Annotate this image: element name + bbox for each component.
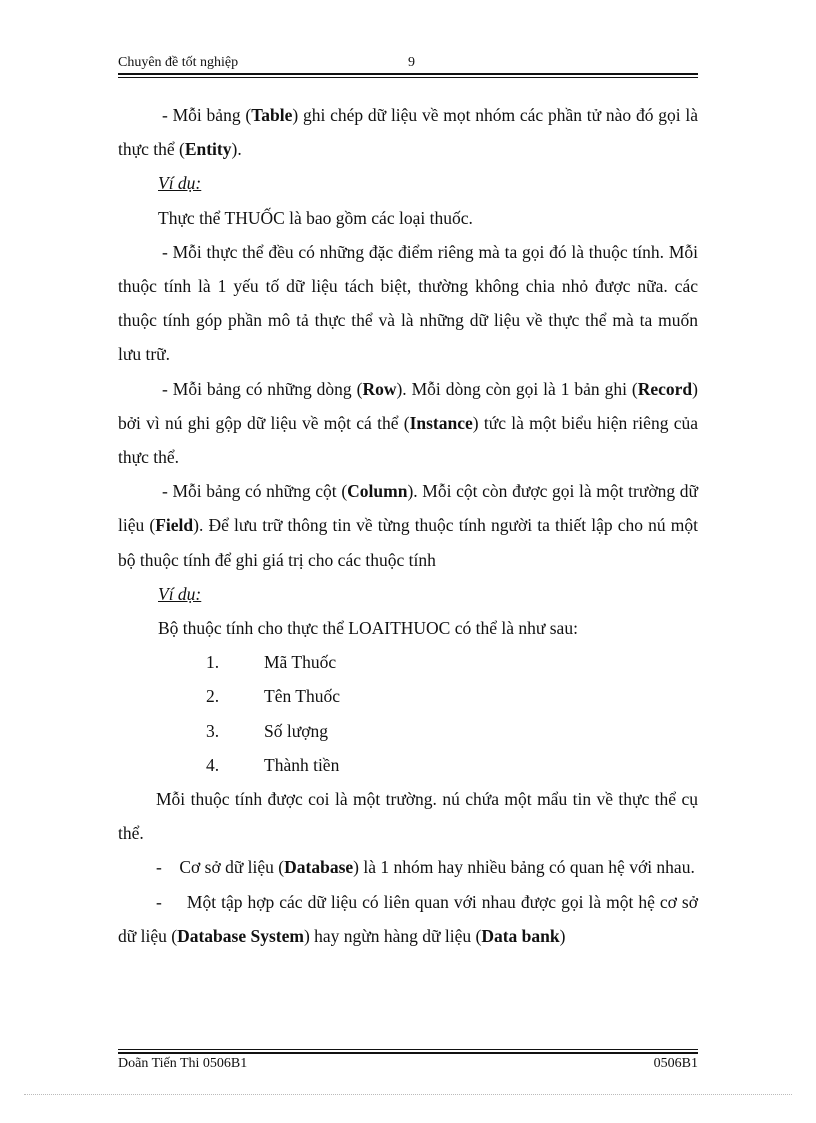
term-row: Row (362, 378, 397, 399)
paragraph-database (118, 850, 698, 884)
footer-rule (118, 1049, 698, 1054)
text: ). (231, 139, 242, 160)
footer-author: Doãn Tiến Thi 0506B1 (118, 1056, 248, 1071)
paragraph-thuoc: Thực thể THUỐC là bao gồm các loại thuốc. (158, 207, 473, 228)
text: - Mỗi bảng có những cột ( (162, 481, 348, 502)
text: ) hay ngừn hàng dữ liệu ( (303, 925, 482, 946)
document-body (118, 98, 698, 953)
term-entity: Entity (184, 139, 232, 160)
text: - Mỗi bảng ( (162, 105, 252, 125)
text: ) ghi chép dữ liệu về mọt nhóm các phần tử nào đó gọi là thực thể ( (118, 105, 698, 160)
term-field: Field (155, 515, 194, 536)
term-instance: Instance (409, 412, 473, 433)
paragraph-field-definition: Mỗi thuộc tính được coi là một trường. nú chứa một mẩu tin về thực thể cụ thể. (118, 789, 698, 844)
paragraph-database-system (118, 885, 698, 953)
example-label: Ví dụ: (158, 583, 202, 604)
list-text: Thành tiền (264, 754, 340, 775)
list-number: 2. (206, 686, 220, 707)
text: ). Mỗi cột còn được gọi là một trường dữ liệu ( (118, 481, 698, 536)
term-table: Table (251, 105, 293, 125)
dash: - (156, 857, 162, 878)
page-number: 9 (408, 55, 415, 70)
text: ) (559, 925, 566, 946)
list-text: Số lượng (264, 720, 328, 741)
list-item (206, 645, 698, 679)
page-header (118, 52, 698, 74)
term-column: Column (347, 481, 408, 502)
paragraph-row (118, 372, 698, 475)
text: Cơ sở dữ liệu ( (179, 857, 285, 878)
dash: - (156, 891, 162, 912)
page-footer (118, 1056, 698, 1072)
paragraph-loaithuoc: Bộ thuộc tính cho thực thể LOAITHUOC có thể là như sau: (158, 618, 578, 639)
text: Một tập hợp các dữ liệu có liên quan với nhau được gọi là một hệ cơ sở dữ liệu ( (118, 891, 698, 946)
term-database: Database (284, 857, 354, 878)
paragraph-attributes: - Mỗi thực thể đều có những đặc điểm riêng mà ta gọi đó là thuộc tính. Mỗi thuộc tính là 1 yếu tố dữ liệu tách biệt, thường không chia nhỏ được nữa. các thuộc tính góp phần mô tả thực thể và là những dữ liệu về thực thể mà ta muốn lưu trữ. (118, 241, 698, 365)
term-record: Record (637, 378, 693, 399)
page-edge-divider (24, 1094, 792, 1095)
text: ). Để lưu trữ thông tin về từng thuộc tính người ta thiết lập cho nú một bộ thuộc tính để ghi giá trị cho các thuộc tính (118, 515, 698, 570)
text: - Mỗi bảng có những dòng ( (162, 378, 363, 399)
list-text: Tên Thuốc (264, 686, 340, 707)
footer-code: 0506B1 (653, 1056, 698, 1071)
list-item (206, 748, 698, 782)
text: ) là 1 nhóm hay nhiều bảng có quan hệ với nhau. (353, 857, 695, 878)
list-text: Mã Thuốc (264, 652, 337, 673)
list-item (206, 679, 698, 713)
term-data-bank: Data bank (481, 925, 560, 946)
list-number: 1. (206, 652, 220, 673)
paragraph-table (118, 98, 698, 166)
text: ). Mỗi dòng còn gọi là 1 bản ghi ( (396, 378, 638, 399)
list-number: 4. (206, 754, 220, 775)
list-item (206, 714, 698, 748)
example-label: Ví dụ: (158, 173, 202, 194)
term-database-system: Database System (177, 925, 304, 946)
text: ) bởi vì nú ghi gộp dữ liệu về một cá thể ( (118, 378, 698, 433)
paragraph-column (118, 474, 698, 577)
header-title: Chuyên đề tốt nghiệp (118, 55, 239, 70)
text: ) tức là một biểu hiện riêng của thực thể. (118, 412, 698, 468)
list-number: 3. (206, 720, 220, 741)
header-rule (118, 73, 698, 78)
